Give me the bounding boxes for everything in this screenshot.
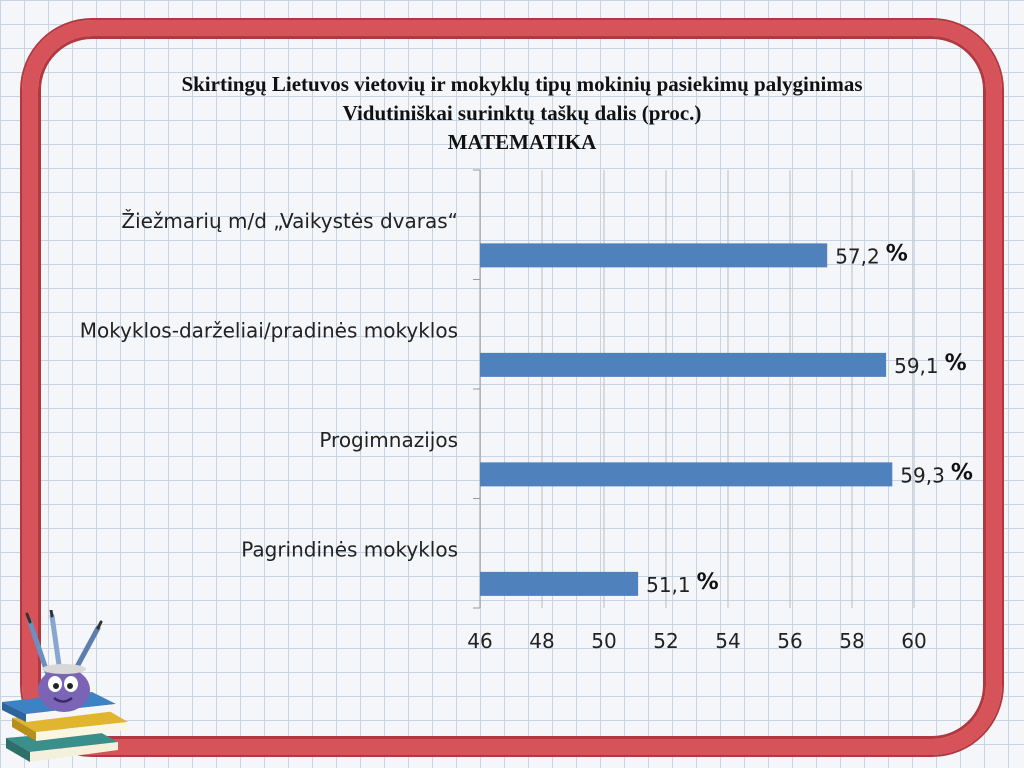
x-tick-label: 50 — [591, 629, 617, 653]
chart-subtitle: Vidutiniškai surinktų taškų dalis (proc.) — [342, 101, 702, 125]
data-label: 57,2 — [835, 244, 880, 269]
books-pencils-mascot-icon — [0, 610, 150, 768]
percent-sign: % — [950, 460, 973, 486]
category-label: Mokyklos-darželiai/pradinės mokyklos — [79, 318, 458, 343]
x-tick-label: 46 — [467, 629, 493, 653]
bar-4 — [480, 572, 638, 596]
grid-lines — [480, 170, 914, 608]
data-label: 59,1 — [894, 353, 939, 378]
x-tick-label: 60 — [901, 629, 927, 653]
data-label: 51,1 — [646, 572, 691, 597]
bar-2 — [480, 353, 886, 377]
x-tick-label: 52 — [653, 629, 679, 653]
x-tick-label: 48 — [529, 629, 555, 653]
percent-sign: % — [885, 241, 908, 267]
x-tick-label: 58 — [839, 629, 865, 653]
category-label: Progimnazijos — [319, 428, 458, 453]
bar-1 — [480, 243, 827, 267]
category-label: Pagrindinės mokyklos — [241, 537, 458, 562]
chart-title: Skirtingų Lietuvos vietovių ir mokyklų tipų mokinių pasiekimų palyginimas — [181, 72, 863, 96]
percent-sign: % — [944, 350, 967, 376]
percent-sign: % — [696, 569, 719, 595]
chart-subject: MATEMATIKA — [447, 130, 597, 154]
category-label: Žiežmarių m/d „Vaikystės dvaras“ — [121, 209, 458, 234]
axes — [473, 170, 480, 608]
data-label: 59,3 — [900, 463, 945, 488]
x-tick-label: 54 — [715, 629, 741, 653]
x-tick-label: 56 — [777, 629, 803, 653]
bar-3 — [480, 462, 892, 486]
